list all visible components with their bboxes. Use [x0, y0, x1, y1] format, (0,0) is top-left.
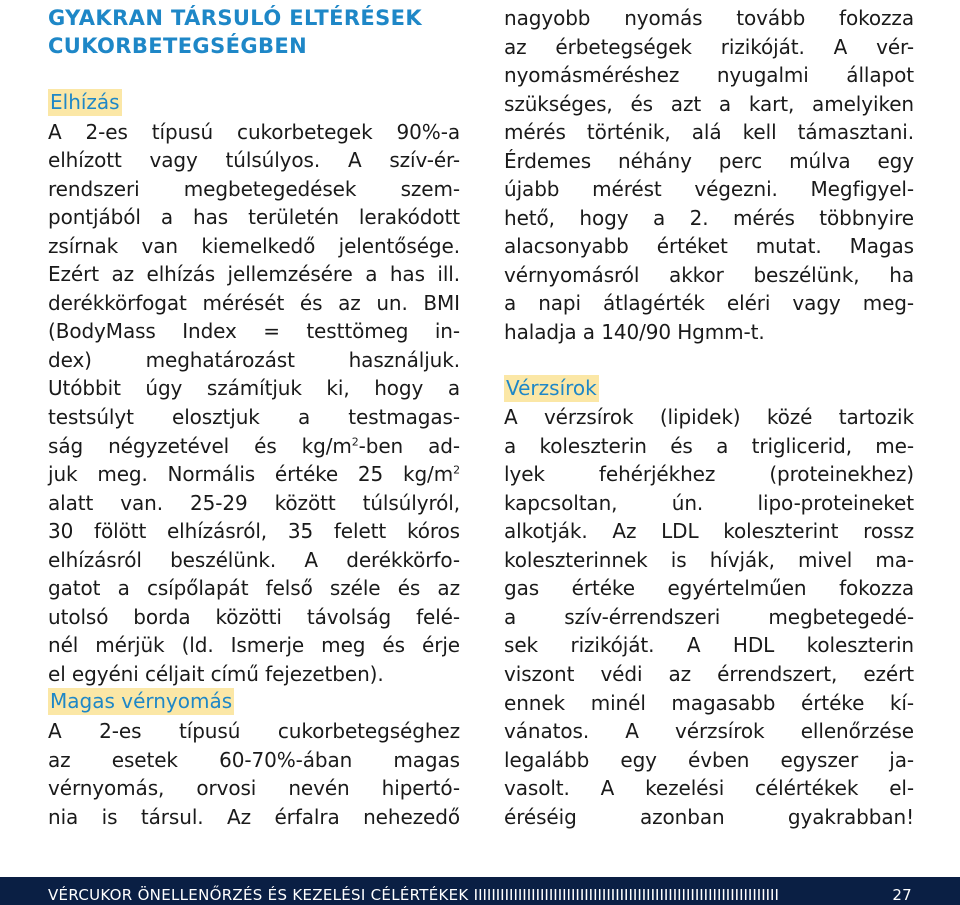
section-heading-elhizas: Elhízás [50, 90, 120, 114]
section-body-vernyomas-continued [504, 4, 914, 347]
superscript: 2 [351, 434, 359, 448]
section-body-elhizas [48, 118, 460, 689]
text-line: a napi átlagérték eléri vagy meg- [504, 291, 914, 316]
text-line: koleszterinnek is hívják, mivel ma- [504, 547, 914, 572]
text-line: nél mérjük (ld. Ismerje meg és érje [48, 633, 460, 658]
left-column [48, 0, 460, 831]
text-line: vérnyomásról akkor beszélünk, ha [504, 262, 914, 287]
text-line: sek rizikóját. A HDL koleszterin [504, 633, 914, 658]
text-line: nagyobb nyomás tovább fokozza [504, 6, 914, 30]
footer-decorative-bars: IIIIIIIIIIIIIIIIIIIIIIIIIIIIIIIIIIIIIIIIIIIIIIIIIIIIIIIIIIIIIIIIIIIII [473, 886, 779, 904]
text-line: ennek minél magasabb értéke kí- [504, 690, 914, 715]
text-line: a szív-érrendszeri megbetegedé- [504, 604, 914, 629]
text-line: alacsonyabb értéket mutat. Magas [504, 234, 914, 259]
text-line: kapcsoltan, ún. lipo-proteineket [504, 490, 914, 515]
text-line: 30 fölött elhízásról, 35 felett kóros [48, 519, 460, 544]
text-line: a koleszterin és a triglicerid, me- [504, 433, 914, 458]
page-title-line: CUKORBETEGSÉGBEN [48, 34, 308, 58]
text-line: alatt van. 25-29 között túlsúlyról, [48, 490, 460, 515]
footer-band [0, 877, 960, 905]
section-heading-row [504, 375, 914, 404]
text-line: rendszeri megbetegedések szem- [48, 176, 460, 201]
text-line: lyek fehérjékhez (proteinekhez) [504, 462, 914, 487]
text-line: mérés történik, alá kell támasztani. [504, 120, 914, 145]
text-line: pontjából a has területén lerakódott [48, 205, 460, 230]
section-body-magas-vernyomas [48, 717, 460, 831]
text-line: nia is társul. Az érfalra nehezedő [48, 804, 460, 829]
section-heading-row [48, 688, 460, 717]
section-body-verzsirok [504, 403, 914, 831]
text-line: (BodyMass Index = testtömeg in- [48, 319, 460, 344]
text-line: gas értéke egyértelműen fokozza [504, 576, 914, 601]
text-line: viszont védi az érrendszert, ezért [504, 662, 914, 687]
text-fragment: ság négyzetével és kg/m [48, 433, 352, 458]
text-line: derékkörfogat mérését és az un. BMI [48, 290, 460, 315]
page-number: 27 [886, 885, 912, 905]
page-title-line: GYAKRAN TÁRSULÓ ELTÉRÉSEK [48, 6, 423, 30]
text-line: dex) meghatározást használjuk. [48, 347, 460, 372]
text-line: hető, hogy a 2. mérés többnyire [504, 205, 914, 230]
section-heading-row [48, 89, 460, 118]
text-line: szükséges, és azt a kart, amelyiken [504, 91, 914, 116]
right-column [504, 0, 914, 831]
text-line: újabb mérést végezni. Megfigyel- [504, 177, 914, 202]
text-line: A vérzsírok (lipidek) közé tartozik [504, 405, 914, 430]
text-line: elhízott vagy túlsúlyos. A szív-ér- [48, 148, 460, 173]
superscript: 2 [453, 463, 460, 477]
text-line: vánatos. A vérzsírok ellenőrzése [504, 719, 914, 744]
text-fragment: -ben ad- [358, 433, 460, 458]
text-line: Érdemes néhány perc múlva egy [504, 148, 914, 173]
text-line: zsírnak van kiemelkedő jelentősége. [48, 233, 460, 258]
footer-title: VÉRCUKOR ÖNELLENŐRZÉS ÉS KEZELÉSI CÉLÉRTÉKEK [48, 886, 469, 904]
text-line: elhízásról beszélünk. A derékkörfo- [48, 547, 460, 572]
text-fragment: juk meg. Normális értéke 25 kg/m [48, 462, 454, 487]
text-line: testsúlyt elosztjuk a testmagas- [48, 405, 460, 430]
text-line: el egyéni céljait című fejezetben). [48, 661, 384, 686]
text-line: az érbetegségek rizikóját. A vér- [504, 34, 914, 59]
text-line: éréséig azonban gyakrabban! [504, 804, 914, 829]
text-line: Ezért az elhízás jellemzésére a has ill. [48, 262, 460, 287]
text-line: az esetek 60-70%-ában magas [48, 747, 460, 772]
text-line: haladja a 140/90 Hgmm-t. [504, 320, 765, 345]
text-line-with-superscript [48, 432, 460, 461]
section-heading-magas-vernyomas: Magas vérnyomás [50, 689, 233, 714]
text-line: gatot a csípőlapát felső széle és az [48, 576, 460, 601]
text-line: alkotják. Az LDL koleszterint rossz [504, 519, 914, 544]
footer-text [48, 885, 912, 905]
text-line: A 2-es típusú cukorbetegséghez [48, 719, 460, 744]
text-line: nyomásméréshez nyugalmi állapot [504, 63, 914, 88]
text-line: A 2-es típusú cukorbetegek 90%-a [48, 119, 460, 144]
text-line-with-superscript [48, 460, 460, 489]
text-line: vérnyomás, orvosi nevén hipertó- [48, 776, 460, 801]
text-line: vasolt. A kezelési célértékek el- [504, 776, 914, 801]
text-line: utolsó borda közötti távolság felé- [48, 604, 460, 629]
text-line: Utóbbit úgy számítjuk ki, hogy a [48, 376, 460, 401]
text-line: legalább egy évben egyszer ja- [504, 747, 914, 772]
section-heading-verzsirok: Vérzsírok [506, 375, 597, 400]
